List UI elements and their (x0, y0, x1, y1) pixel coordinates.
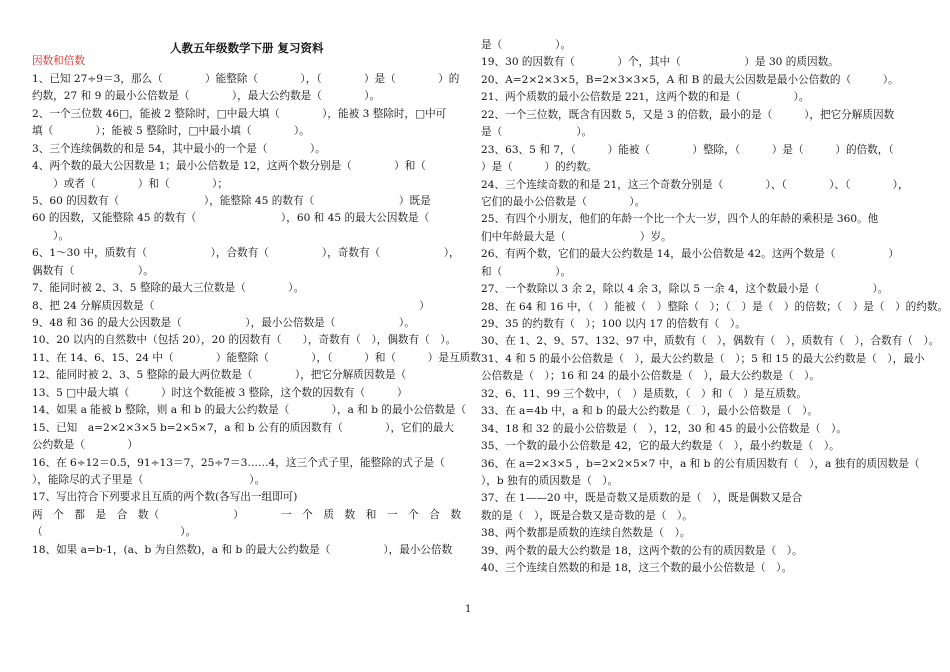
question-line: 19、30 的因数有（ ）个，其中（ ）是 30 的质因数。 (481, 56, 839, 69)
question-line: 30、在 1、2、9、57、132、97 中，质数有（ ），偶数有（ ），质数有（ ），合数有（ ）。 (481, 335, 940, 348)
question-line: 和（ ）。 (481, 265, 572, 278)
section-heading: 因数和倍数 (32, 55, 85, 68)
question-line: 21、两个质数的最小公倍数是 221，这两个数的和是（ ）。 (481, 91, 810, 104)
question-line: 31、4 和 5 的最小公倍数是（ ），最大公约数是（ ）；5 和 15 的最大公约数是（ ），最小 (481, 352, 925, 365)
question-line: 9、48 和 36 的最大公因数是（ ），最小公倍数是（ ）。 (32, 317, 415, 329)
question-line: ），b 独有的质因数是（ ）。 (481, 474, 619, 487)
question-line: 它们的最小公倍数是（ ）。 (481, 195, 646, 208)
question-line: 14、如果 a 能被 b 整除，则 a 和 b 的最大公约数是（ ），a 和 b 的最小公倍数是（ (32, 404, 467, 417)
question-line: 是（ ）。 (481, 126, 593, 139)
question-line: 27、一个数除以 3 余 2，除以 4 余 3，除以 5 一余 4，这个数最小是（ ）。 (481, 283, 889, 296)
question-line: 33、在 a=4b 中，a 和 b 的最大公约数是（ ），最小公倍数是（ ）。 (481, 405, 818, 418)
question-line: 36、在 a=2×3×5 ，b=2×2×5×7 中，a 和 b 的公有质因数有（ ），a 独有的质因数是（ (481, 457, 920, 470)
question-line: 两 个 都 是 合 数（ ） 一 个 质 数 和 一 个 合 数 (32, 508, 462, 521)
question-line: ）是（ ）的约数。 (481, 161, 598, 174)
question-line: 10、20 以内的自然数中（包括 20），20 的因数有（ ），奇数有（ ），偶数有（ ）。 (32, 334, 457, 347)
question-line: 34、18 和 32 的最小公倍数是（ ），12，30 和 45 的最小公倍数是（ ）。 (481, 422, 847, 435)
question-line: 35、一个数的最小公倍数是 42，它的最大约数是（ ），最小约数是（ ）。 (481, 440, 840, 453)
question-line: 23、63、5 和 7，（ ）能被（ ）整除，（ ）是（ ）的倍数，（ (481, 143, 894, 156)
question-line: （ ）。 (32, 526, 197, 539)
question-line: 17、写出符合下列要求且互质的两个数(各写出一组即可) (32, 491, 298, 504)
question-line: 约数，27 和 9 的最小公倍数是（ ），最大公约数是（ ）。 (32, 90, 381, 103)
question-line: ），能除尽的式子里是（ ）。 (32, 473, 266, 486)
page-number: 1 (465, 604, 472, 615)
question-line: 22、一个三位数，既含有因数 5，又是 3 的倍数，最小的是（ ），把它分解质因数 (481, 108, 895, 121)
question-line: 公约数是（ ） (32, 439, 138, 452)
question-line: 5、60 的因数有（ ），能整除 45 的数有（ ）既是 (32, 194, 431, 207)
question-line: 38、两个数都是质数的连续自然数是（ ）。 (481, 527, 691, 540)
left-column (32, 36, 481, 559)
question-line: 39、两个数的最大公约数是 18，这两个数的公有的质因数是（ ）。 (481, 544, 803, 557)
question-line: 数的是（ ），既是合数又是奇数的是（ ）。 (481, 509, 693, 522)
question-line: 15、已知 a=2×2×3×5 b=2×5×7，a 和 b 公有的质因数有（ ），它们的最大 (32, 421, 455, 434)
question-line: 12、能同时被 2、3、5 整除的最大两位数是（ ），把它分解质因数是（ (32, 369, 407, 382)
question-line: 13、5 □中最大填（ ）时这个数能被 3 整除，这个数的因数有（ ） (32, 386, 408, 399)
question-line: 60 的因数，又能整除 45 的数有（ ），60 和 45 的最大公因数是（ (32, 212, 430, 225)
question-line: 2、一个三位数 46□，能被 2 整除时，□中最大填（ ），能被 3 整除时，□中可 (32, 107, 447, 120)
question-line: 20、A=2×2×3×5，B=2×3×3×5，A 和 B 的最大公因数是最小公倍数的（ ）。 (481, 73, 899, 86)
question-line: 40、三个连续自然数的和是 18，这三个数的最小公倍数是（ ）。 (481, 562, 793, 575)
question-line: 18、如果 a=b-1，(a、b 为自然数)，a 和 b 的最大公约数是（ ），最小公倍数 (32, 543, 453, 556)
question-line: 1、已知 27÷9＝3，那么（ ）能整除（ ），（ ）是（ ）的 (32, 72, 460, 85)
question-line: 29、35 的约数有（ ）；100 以内 17 的倍数有（ ）。 (481, 318, 746, 330)
page-title: 人教五年级数学下册 复习资料 (170, 41, 324, 55)
question-line: ）或者（ ）和（ ）； (32, 177, 228, 190)
question-line: 25、有四个小朋友，他们的年龄一个比一个大一岁，四个人的年龄的乘积是 360。他 (481, 213, 879, 226)
right-column (481, 37, 949, 578)
question-line: 偶数有（ ）。 (32, 264, 154, 277)
question-line: 8、把 24 分解质因数是（ ） (32, 299, 430, 312)
question-line: 7、能同时被 2、3、5 整除的最大三位数是（ ）。 (32, 282, 305, 295)
question-line: 们中年龄最大是（ ）岁。 (481, 230, 672, 243)
question-line: 26、有两个数，它们的最大公约数是 14，最小公倍数是 42。这两个数是（ ） (481, 248, 899, 261)
question-line: 37、在 1——20 中，既是奇数又是质数的是（ ），既是偶数又是合 (481, 492, 803, 505)
question-line: 28、在 64 和 16 中，（ ）能被（ ）整除（ ）；（ ）是（ ）的倍数；（ ）是（ ）的约数。 (481, 300, 949, 313)
question-line: 11、在 14、6、15、24 中（ ）能整除（ ），（ ）和（ ）是互质数 (32, 351, 481, 364)
question-line: 公倍数是（ ）；16 和 24 的最小公倍数是（ ），最大公约数是（ ）。 (481, 370, 820, 383)
question-line: 32、6、11、99 三个数中，（ ）是质数，（ ）和（ ）是互质数。 (481, 387, 807, 400)
question-line: 是（ ）。 (481, 39, 572, 51)
question-line: 24、三个连续奇数的和是 21，这三个奇数分别是（ ）、（ ）、（ ）， (481, 178, 909, 191)
question-line: 4、两个数的最大公因数是 1；最小公倍数是 12，这两个数分别是（ ）和（ (32, 160, 426, 173)
question-line: 填（ ）；能被 5 整除时，□中最小填（ ）。 (32, 125, 310, 138)
question-line: 6、1～30 中，质数有（ ），合数有（ ），奇数有（ ）， (32, 247, 460, 260)
question-line: 3、三个连续偶数的和是 54，其中最小的一个是（ ）。 (32, 142, 326, 155)
question-line: ）。 (32, 229, 70, 242)
question-line: 16、在 6÷12＝0.5，91÷13＝7，25÷7＝3……4，这三个式子里，能整除的式子是（ (32, 456, 445, 469)
